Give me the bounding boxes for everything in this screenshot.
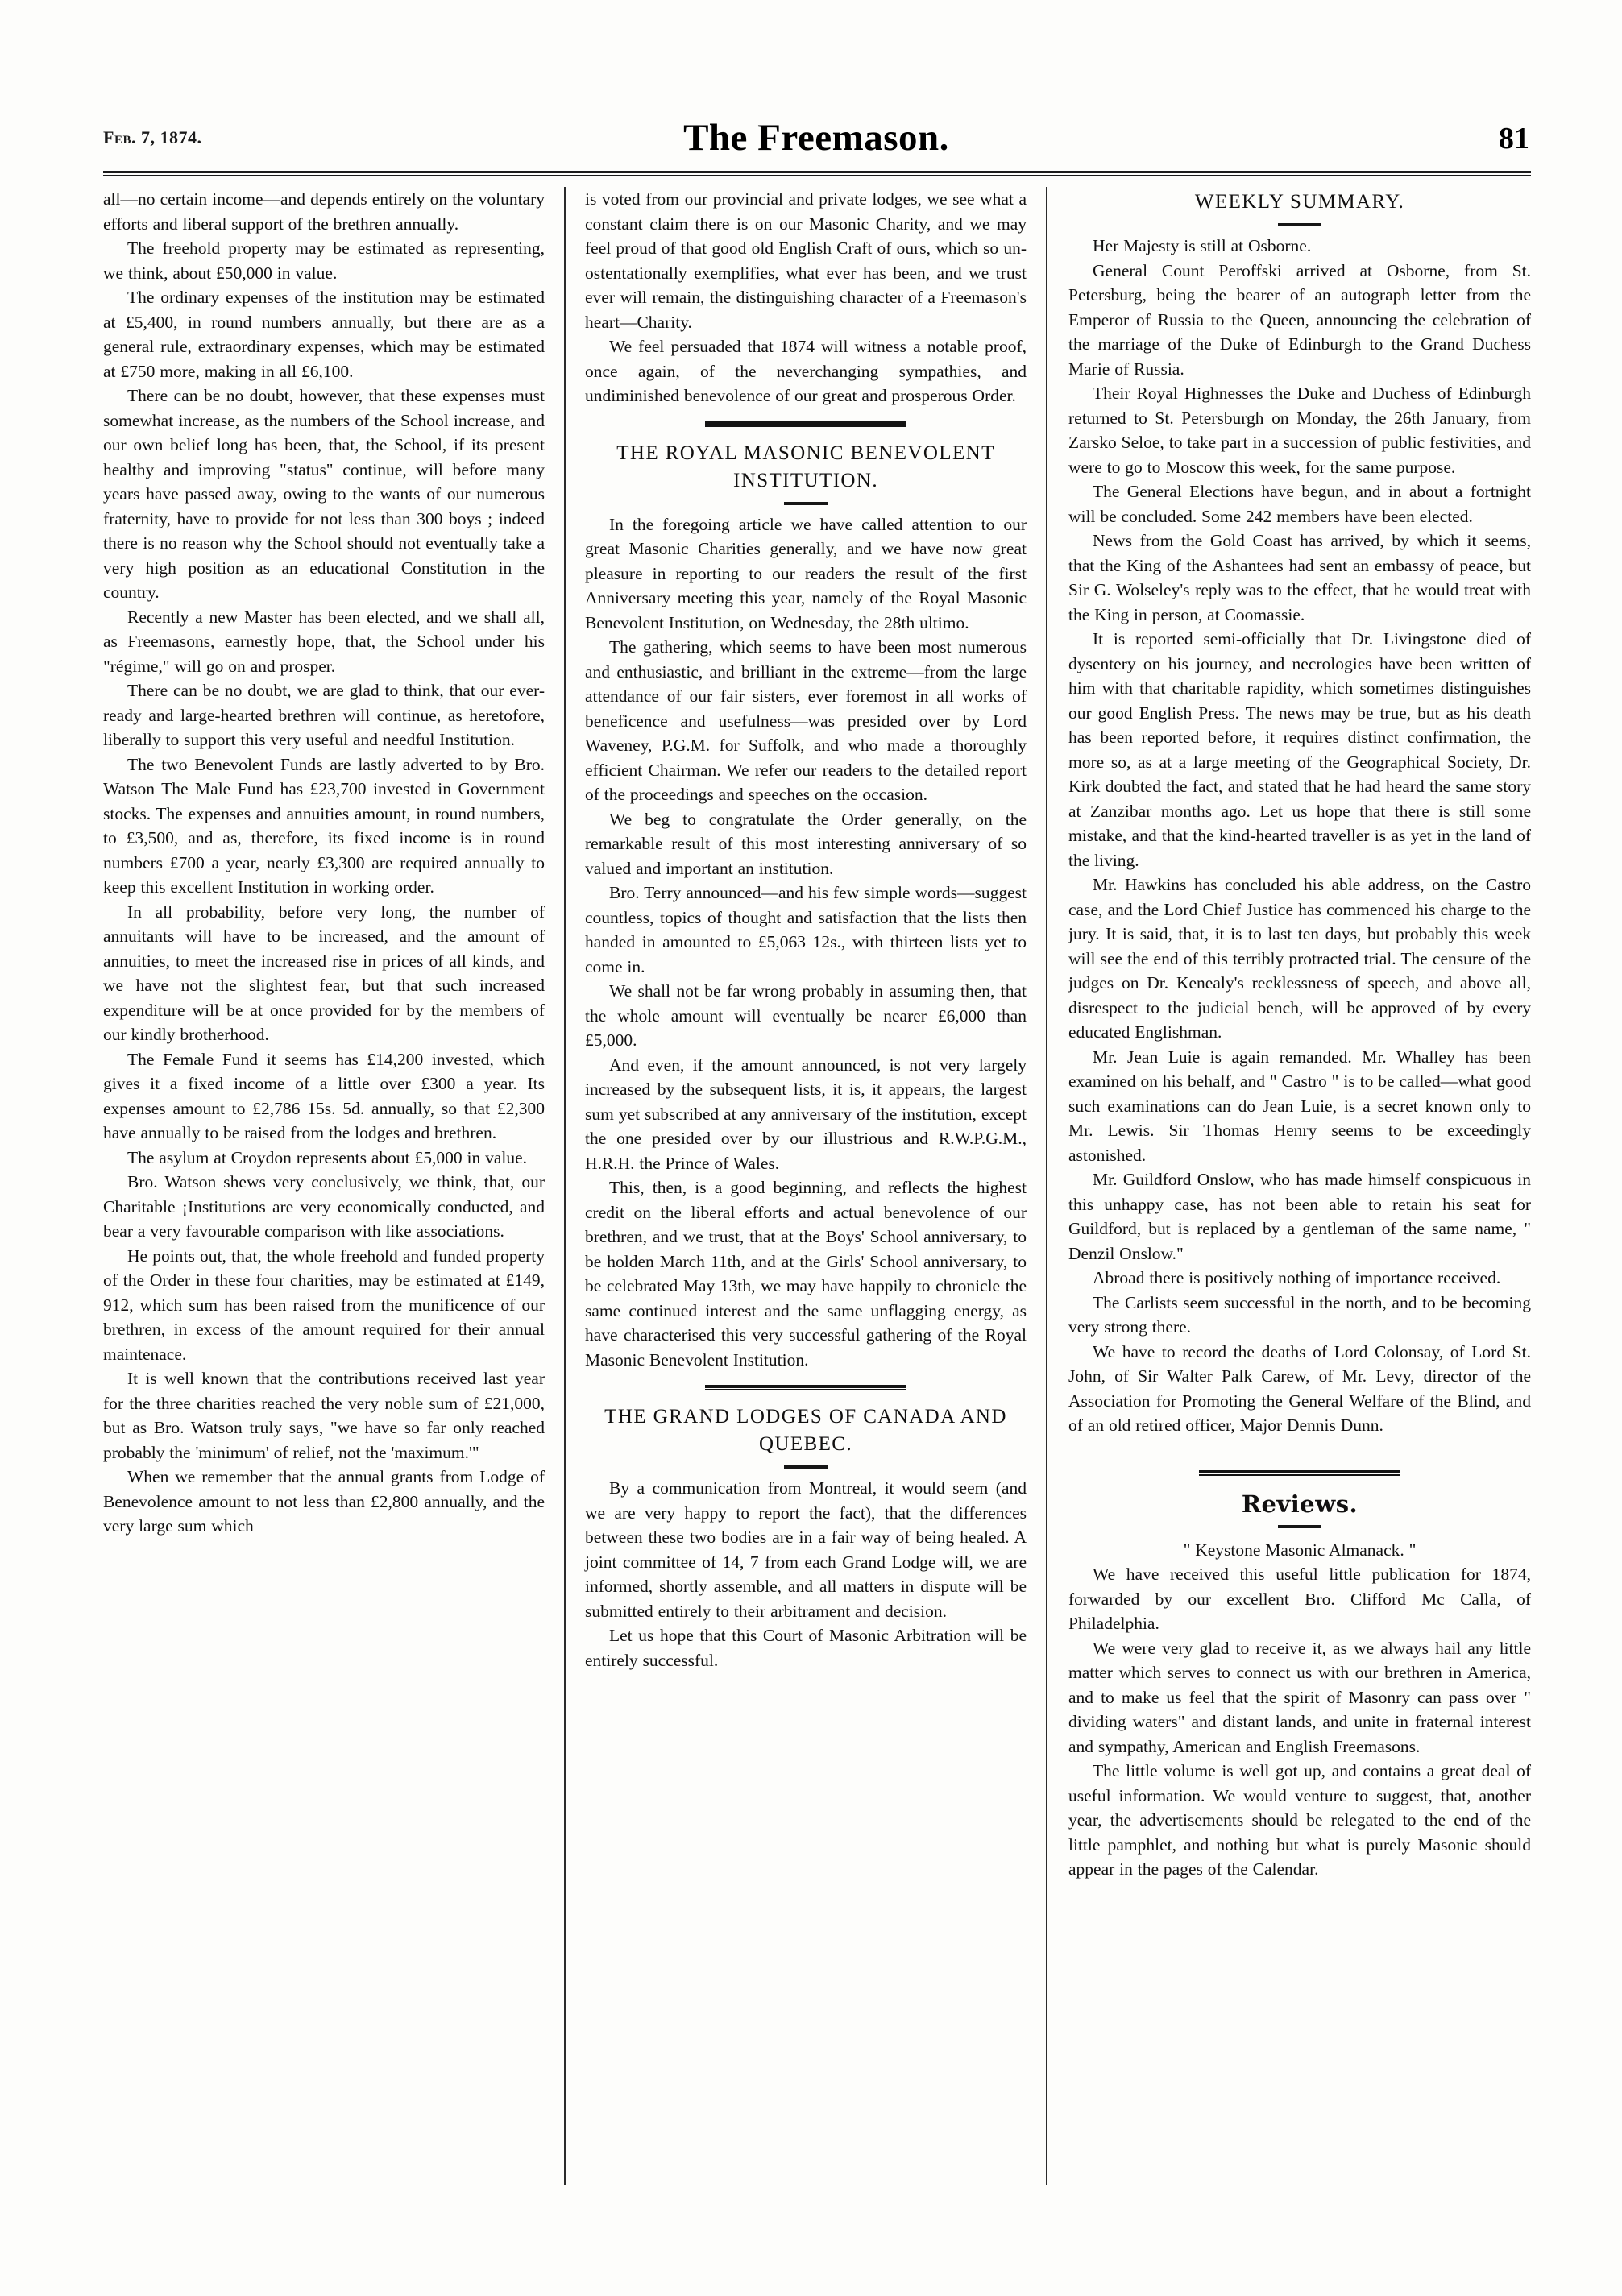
paragraph: When we remember that the annual grants from Lodge of Benevolence amount to not less than £2,800 annually, and the very large sum which (103, 1467, 545, 1536)
paragraph: There can be no doubt, we are glad to think, that our ever-ready and large-hearted brethren will continue, as heretofore, liberally to support this very useful and needful Institution. (103, 681, 545, 749)
paragraph: Recently a new Master has been elected, and we shall all, as Freemasons, earnestly hope, that, the School under his "régime," will go on and prosper. (103, 607, 545, 676)
paragraph: We shall not be far wrong probably in assuming then, that the whole amount will eventually be nearer £6,000 than £5,000. (585, 981, 1027, 1050)
publication-title: The Freemason. (683, 117, 949, 159)
section-divider-rule (705, 1385, 906, 1390)
article-heading-benevolent-institution: THE ROYAL MASONIC BENEVOLENT INSTITUTION. (616, 441, 995, 491)
heading-underrule (1278, 223, 1321, 226)
paragraph: Bro. Terry announced—and his few simple words—suggest countless, topics of thought and satisfaction that the lists then handed in amounted to £5,063 12s., with thirteen lists yet to come in. (585, 883, 1027, 976)
heading-underrule (784, 502, 828, 505)
paragraph: The General Elections have begun, and in about a fortnight will be concluded. Some 242 members have been elected. (1068, 482, 1531, 526)
paragraph: It is reported semi-officially that Dr. Livingstone died of dysentery on his journey, and necrologies have been written of him with that charitable rapidity, which sometimes distinguishes our good English Press. The news may be true, but as his death has been reported before, it requires distinct confirmation, the more so, as at a large meeting of the Geographical Society, Dr. Kirk doubted the fact, and stated that he had heard the same story at Zanzibar months ago. Let us hope that there is still some mistake, and that the kind-hearted traveller is as yet in the land of the living. (1068, 629, 1531, 870)
paragraph: The Female Fund it seems has £14,200 invested, which gives it a fixed income of a little over £300 a year. Its expenses amount to £2,786 15s. 5d. annually, so that £2,300 have annually to be raised from the lodges and brethren. (103, 1049, 545, 1142)
paragraph: Bro. Watson shews very conclusively, we think, that, our Charitable ¡Institutions are very economically conducted, and bear a very favourable comparison with like associations. (103, 1172, 545, 1241)
heading-underrule (784, 1465, 828, 1469)
paragraph: We beg to congratulate the Order generally, on the remarkable result of this most interesting anniversary of so valued and important an institution. (585, 809, 1027, 878)
section-heading-reviews: Reviews. (1241, 1490, 1359, 1518)
paragraph: is voted from our provincial and private lodges, we see what a constant claim there is on our Masonic Charity, and we may feel proud of that good old English Craft of ours, which so un-ostentationally exemplifies, what ever has been, and we trust ever will remain, the distinguishing character of a Freemason's heart—Charity. (585, 189, 1027, 332)
paragraph: The Carlists seem successful in the north, and to be becoming very strong there. (1068, 1292, 1531, 1337)
paragraph: Let us hope that this Court of Masonic Arbitration will be entirely successful. (585, 1626, 1027, 1670)
paragraph: General Count Peroffski arrived at Osborne, from St. Petersburg, being the bearer of an autograph letter from the Emperor of Russia to the Queen, announcing the celebration of the marriage of the Duke of Edinburgh to the Grand Duchess Marie of Russia. (1068, 260, 1531, 379)
heading-underrule (1278, 1525, 1321, 1528)
masthead (103, 119, 1529, 169)
paragraph: The little volume is well got up, and contains a great deal of useful information. We would venture to suggest, that, another year, the advertisements should be relegated to the end of the little pamphlet, and nothing but what is purely Masonic should appear in the pages of the Calendar. (1068, 1761, 1531, 1879)
paragraph: all—no certain income—and depends entirely on the voluntary efforts and liberal support of the brethren annually. (103, 189, 545, 234)
paragraph: In the foregoing article we have called attention to our great Masonic Charities generally, and we have now great pleasure in reporting to our readers the result of the first Anniversary meeting this year, namely of the Royal Masonic Benevolent Institution, on Wednesday, the 28th ultimo. (585, 514, 1027, 632)
paragraph: Their Royal Highnesses the Duke and Duchess of Edinburgh returned to St. Petersburgh on Monday, the 26th January, from Zarsko Seloe, to take part in a succession of public festivities, and were to go to Moscow this week, for the same purpose. (1068, 383, 1531, 477)
paragraph: He points out, that, the whole freehold and funded property of the Order in these four charities, may be estimated at £149, 912, which sum has been raised from the munificence of our brethren, in excess of the amount required for their annual maintenace. (103, 1245, 545, 1364)
paragraph: And even, if the amount announced, is not very largely increased by the subsequent lists, it is, it appears, the largest sum yet subscribed at any anniversary of the institution, except the one presided over by our illustrious and R.W.P.G.M., H.R.H. the Prince of Wales. (585, 1055, 1027, 1173)
review-item-title: " Keystone Masonic Almanack. " (1183, 1540, 1417, 1560)
paragraph: It is well known that the contributions received last year for the three charities reached the very noble sum of £21,000, but as Bro. Watson truly says, "we have so far only reached probably the 'minimum' of relief, not the 'maximum.'" (103, 1369, 545, 1462)
column-3 (1047, 187, 1531, 2185)
paragraph: The ordinary expenses of the institution may be estimated at £5,400, in round numbers annually, but there are as a general rule, extraordinary expenses, which may be estimated at £750 more, making in all £6,100. (103, 288, 545, 381)
paragraph: Mr. Hawkins has concluded his able address, on the Castro case, and the Lord Chief Justice has commenced his charge to the jury. It is said, that, it is to last ten days, but probably this week will see the end of this terribly protracted trial. The censure of the judges on Dr. Kenealy's recklessness of speech, and above all, disrespect to the judicial bench, will be approved of by every educated Englishman. (1068, 875, 1531, 1042)
paragraph: The two Benevolent Funds are lastly adverted to by Bro. Watson The Male Fund has £23,700 invested in Government stocks. The expenses and annuities amount, in round numbers, to £3,500, and as, therefore, its fixed income is in round numbers £700 a year, nearly £3,300 are required annually to keep this excellent Institution in working order. (103, 754, 545, 897)
paragraph: We feel persuaded that 1874 will witness a notable proof, once again, of the neverchanging sympathies, and undiminished benevolence of our great and prosperous Order. (585, 337, 1027, 405)
issue-date: Feb. 7, 1874. (103, 127, 202, 147)
paragraph: Mr. Guildford Onslow, who has made himself conspicuous in this unhappy case, has not been able to retain his seat for Guildford, but is replaced by a gentleman of the same name, " Denzil Onslow." (1068, 1170, 1531, 1263)
column-container (103, 187, 1531, 2185)
paragraph: Her Majesty is still at Osborne. (1093, 236, 1312, 255)
paragraph: Abroad there is positively nothing of importance received. (1093, 1268, 1501, 1287)
paragraph: The gathering, which seems to have been most numerous and enthusiastic, and brilliant in the extreme—from the large attendance of our fair sisters, ever foremost in all works of beneficence and usefulness—was presided over by Lord Waveney, P.G.M. for Suffolk, and who made a thoroughly efficient Chairman. We refer our readers to the detailed report of the proceedings and speeches on the occasion. (585, 637, 1027, 804)
paragraph: In all probability, before very long, the number of annuitants will have to be increased, and the amount of annuities, to meet the increased rise in prices of all kinds, and we have not the slightest fear, but that such increased expenditure will be at once provided for by the members of our kindly brotherhood. (103, 901, 545, 1044)
column-2 (564, 187, 1047, 2185)
section-divider-rule (1199, 1470, 1400, 1476)
paragraph: There can be no doubt, however, that these expenses must somewhat increase, as the numbers of the School increase, and our own belief long has been, that, the School, if its present healthy and improving "status" continue, will before many years have passed away, owing to the wants of our numerous fraternity, have to provide for not less than 300 boys ; indeed there is no reason why the School should not eventually take a very high position as an educational Constitution in the country. (103, 386, 545, 602)
masthead-rule (103, 171, 1531, 176)
column-1 (103, 187, 564, 2185)
paragraph: We have to record the deaths of Lord Colonsay, of Lord St. John, of Sir Walter Palk Carew, of Mr. Levy, director of the Association for Promoting the General Welfare of the Blind, and of an old retired officer, Major Dennis Dunn. (1068, 1341, 1531, 1435)
article-heading-weekly-summary: WEEKLY SUMMARY. (1194, 191, 1405, 213)
paragraph: This, then, is a good beginning, and reflects the highest credit on the liberal efforts and actual benevolence of our brethren, and we trust, that at the Boys' School anniversary, to be holden March 11th, and at the Girls' School anniversary, to be celebrated May 13th, we may have happily to chronicle the same continued interest and the same unflagging energy, as have characterised this very successful gathering of the Royal Masonic Benevolent Institution. (585, 1178, 1027, 1370)
paragraph: By a communication from Montreal, it would seem (and we are very happy to report the fact), that the differences between these two bodies are in a fair way of being healed. A joint committee of 14, 7 from each Grand Lodge will, we are informed, shortly assemble, and all matters in dispute will be submitted entirely to their arbitrament and decision. (585, 1478, 1027, 1621)
article-heading-grand-lodges: THE GRAND LODGES OF CANADA AND QUEBEC. (604, 1406, 1007, 1455)
section-divider-rule (705, 421, 906, 427)
paragraph: We have received this useful little publication for 1874, forwarded by our excellent Bro. Clifford Mc Calla, of Philadelphia. (1068, 1565, 1531, 1633)
paragraph: The asylum at Croydon represents about £5,000 in value. (127, 1147, 528, 1167)
page-number: 81 (1499, 122, 1529, 155)
paragraph: News from the Gold Coast has arrived, by which it seems, that the King of the Ashantees had sent an embassy of peace, but Sir G. Wolseley's reply was to the effect, that he would treat with the King in person, at Coomassie. (1068, 531, 1531, 624)
paragraph: We were very glad to receive it, as we always hail any little matter which serves to connect us with our brethren in America, and to make us feel that the spirit of Masonry can pass over " dividing waters" and distant lands, and unite in fraternal interest and sympathy, American and English Freemasons. (1068, 1638, 1531, 1756)
paragraph: The freehold property may be estimated as representing, we think, about £50,000 in value. (103, 238, 545, 283)
paragraph: Mr. Jean Luie is again remanded. Mr. Whalley has been examined on his behalf, and " Castro " is to be called—what good such examinations can do Jean Luie, is a secret known only to Mr. Lewis. Sir Thomas Henry seems to be exceedingly astonished. (1068, 1046, 1531, 1165)
